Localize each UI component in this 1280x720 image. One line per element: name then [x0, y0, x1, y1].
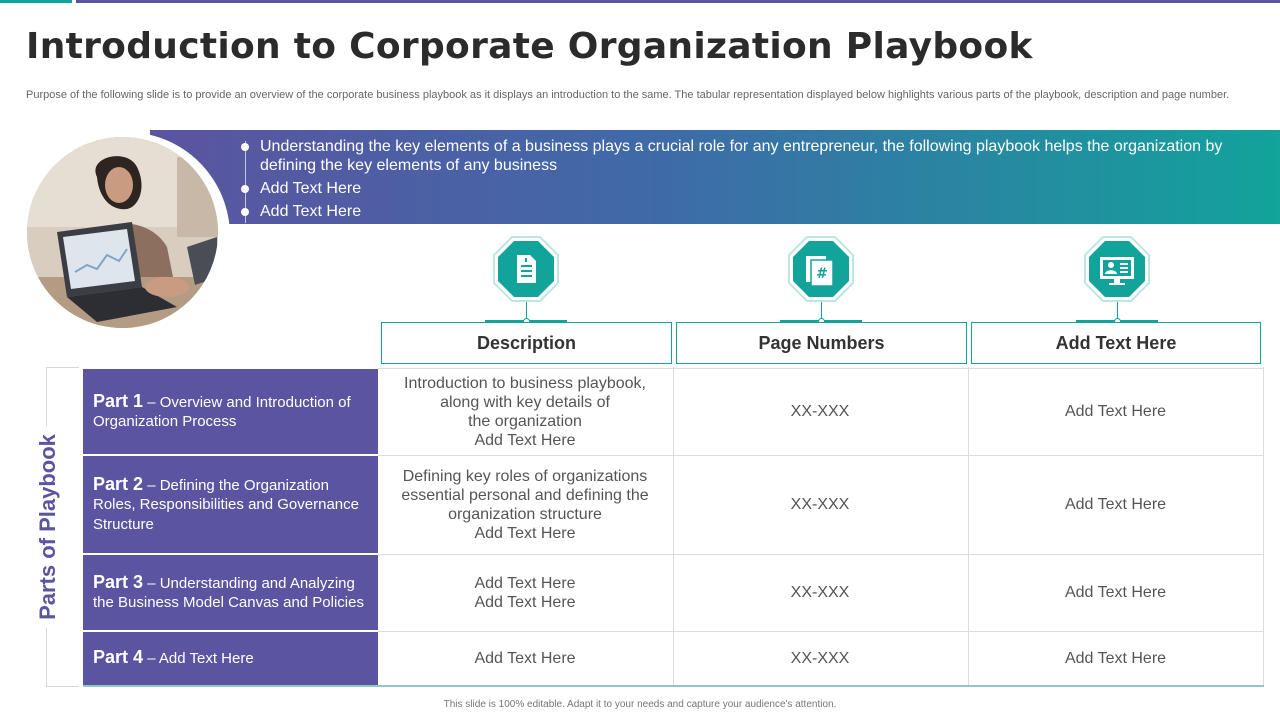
description-line: Introduction to business playbook,: [404, 374, 646, 392]
intro-bullet-text: Add Text Here: [260, 180, 362, 197]
page-number-cell: XX-XXX: [673, 632, 967, 685]
intro-bullet: [236, 179, 1236, 198]
row-label: [83, 632, 378, 685]
part-number: Part 2: [93, 473, 144, 494]
top-accent-purple: [76, 0, 1280, 3]
row-label: [83, 456, 378, 553]
description-line: Defining key roles of organizations: [402, 467, 648, 485]
bullet-dot: [241, 143, 249, 151]
bullet-dot: [241, 208, 249, 216]
table-grid-line: [378, 368, 1263, 369]
table-grid-line: [378, 554, 1263, 555]
row-label: [83, 369, 378, 454]
description-line: essential personal and defining the: [401, 486, 649, 504]
page-number-cell: XX-XXX: [673, 456, 967, 553]
part-title: – Defining the Organization Roles, Responsibilities and Governance Structure: [93, 476, 359, 533]
intro-bullet-text: Understanding the key elements of a business plays a crucial role for any entrepreneur, the following playbook helps the organization by defining the key elements of any business: [260, 138, 1223, 174]
description-line: Add Text Here: [474, 524, 576, 542]
monitor-user-icon: [1084, 236, 1150, 302]
woman-laptop-photo: [27, 137, 218, 328]
table-grid-line: [1263, 367, 1264, 685]
description-line: Add Text Here: [474, 574, 576, 592]
extra-cell: Add Text Here: [968, 555, 1263, 630]
intro-bullet: [236, 202, 1236, 221]
part-title: – Understanding and Analyzing the Business Model Canvas and Policies: [93, 574, 364, 611]
intro-bullet-text: Add Text Here: [260, 203, 362, 220]
description-line: organization structure: [448, 505, 602, 523]
description-cell: [378, 369, 672, 454]
slide-subtitle: Purpose of the following slide is to provide an overview of the corporate business playbook as it displays an introduction to the same. The tabular representation displayed below highlights various parts of the playbook, description and page number.: [26, 89, 1230, 101]
part-number: Part 4: [93, 647, 144, 668]
slide-title: Introduction to Corporate Organization Playbook: [26, 26, 1033, 67]
extra-cell: Add Text Here: [968, 369, 1263, 454]
part-number: Part 3: [93, 571, 144, 592]
description-cell: [378, 456, 672, 553]
table-grid-line: [968, 367, 969, 685]
parts-of-playbook-label: Parts of Playbook: [35, 426, 61, 628]
table-bottom-line: [83, 685, 1264, 687]
page-number-icon: [788, 236, 854, 302]
description-line: Add Text Here: [474, 650, 576, 667]
extra-cell: Add Text Here: [968, 632, 1263, 685]
intro-bullet: [236, 137, 1236, 175]
svg-text:#: #: [816, 266, 828, 282]
description-line: Add Text Here: [474, 593, 576, 611]
page-number-cell: XX-XXX: [673, 555, 967, 630]
part-title: – Overview and Introduction of Organization Process: [93, 393, 351, 430]
description-line: along with key details of: [440, 393, 610, 411]
top-accent-teal: [0, 0, 72, 3]
column-header-page-numbers: Page Numbers: [676, 322, 967, 364]
column-header-add-text: Add Text Here: [971, 322, 1261, 364]
description-cell: [378, 555, 672, 630]
part-number: Part 1: [93, 390, 144, 411]
intro-bullets: [236, 137, 1236, 225]
table-grid-line: [673, 367, 674, 685]
page-number-cell: XX-XXX: [673, 369, 967, 454]
bullet-dot: [241, 185, 249, 193]
slide-footer: This slide is 100% editable. Adapt it to your needs and capture your audience's attention.: [443, 699, 837, 710]
description-line: Add Text Here: [474, 431, 576, 449]
description-line: the organization: [468, 412, 582, 430]
column-header-description: Description: [381, 322, 672, 364]
row-label: [83, 555, 378, 630]
extra-cell: Add Text Here: [968, 456, 1263, 553]
part-title: – Add Text Here: [147, 650, 254, 668]
table-grid-line: [378, 631, 1263, 632]
table-grid-line: [378, 455, 1263, 456]
document-icon: [493, 236, 559, 302]
description-cell: [378, 632, 672, 685]
